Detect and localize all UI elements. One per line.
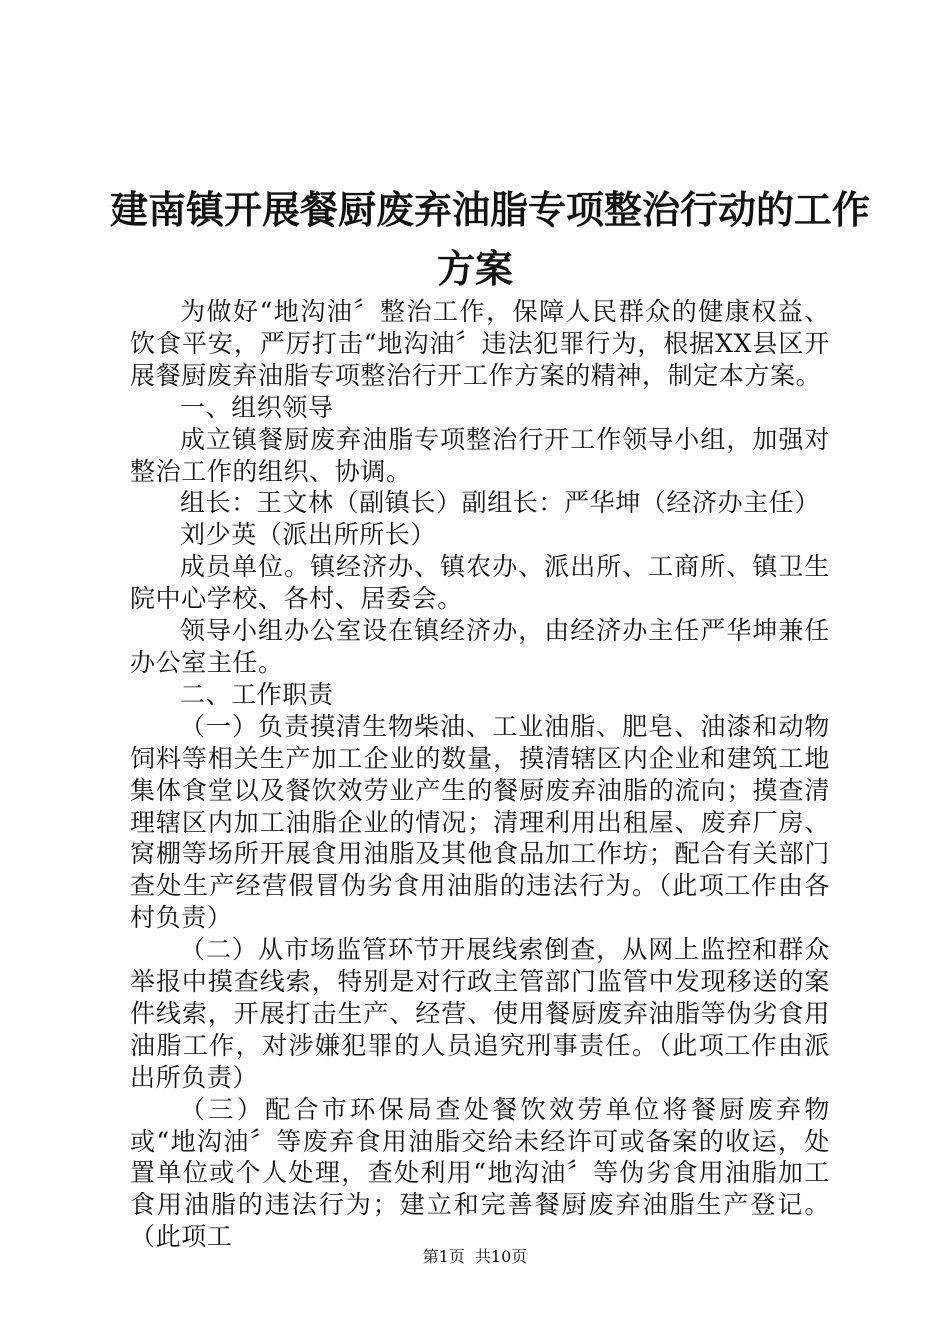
member-units-paragraph: 成员单位。镇经济办、镇农办、派出所、工商所、镇卫生院中心学校、各村、居委会。 xyxy=(130,552,830,614)
duty-item-1: （一）负责摸清生物柴油、工业油脂、肥皂、油漆和动物饲料等相关生产加工企业的数量，摸清辖区内企业和建筑工地集体食堂以及餐饮效劳业产生的餐厨废弃油脂的流向；摸查清理辖区内加工油脂企业的情况；清理利用出租屋、废弃厂房、窝棚等场所开展食用油脂及其他食品加工作坊；配合有关部门查处生产经营假冒伪劣食用油脂的违法行为。（此项工作由各村负责） xyxy=(130,711,830,933)
page-total: 共10页 xyxy=(474,1247,528,1266)
document-title-line-1: 建南镇开展餐厨废弃油脂专项整治行动的工作 xyxy=(110,188,871,232)
organization-paragraph: 成立镇餐厨废弃油脂专项整治行开工作领导小组，加强对整治工作的组织、协调。 xyxy=(130,424,830,486)
section-heading-duties: 二、工作职责 xyxy=(180,679,334,709)
duty-item-3: （三）配合市环保局查处餐饮效劳单位将餐厨废弃物或“地沟油〞等废弃食用油脂交给未经许可或备案的收运，处置单位或个人处理，查处利用“地沟油〞等伪劣食用油脂加工食用油脂的违法行为；建立和完善餐厨废弃油脂生产登记。（此项工 xyxy=(130,1094,830,1252)
office-paragraph: 领导小组办公室设在镇经济办，由经济办主任严华坤兼任办公室主任。 xyxy=(130,616,830,677)
page-number: 第1页 xyxy=(422,1247,465,1266)
page-footer xyxy=(0,1244,950,1267)
document-body xyxy=(130,296,830,1253)
leader-line: 组长：王文林（副镇长）副组长：严华坤（经济办主任） xyxy=(180,488,821,518)
duty-item-2: （二）从市场监管环节开展线索倒查，从网上监控和群众举报中摸查线索，特别是对行政主管部门监管中发现移送的案件线索，开展打击生产、经营、使用餐厨废弃油脂等伪劣食用油脂工作，对涉嫌犯罪的人员追究刑事责任。（此项工作由派出所负责） xyxy=(130,935,830,1092)
intro-paragraph: 为做好“地沟油〞整治工作，保障人民群众的健康权益、饮食平安，严厉打击“地沟油〞违法犯罪行为，根据XX县区开展餐厨废弃油脂专项整治行开工作方案的精神，制定本方案。 xyxy=(130,297,830,390)
document-title-line-2: 方案 xyxy=(436,247,513,291)
section-heading-organization: 一、组织领导 xyxy=(180,392,334,422)
deputy-leader-line: 刘少英（派出所所长） xyxy=(180,520,437,550)
